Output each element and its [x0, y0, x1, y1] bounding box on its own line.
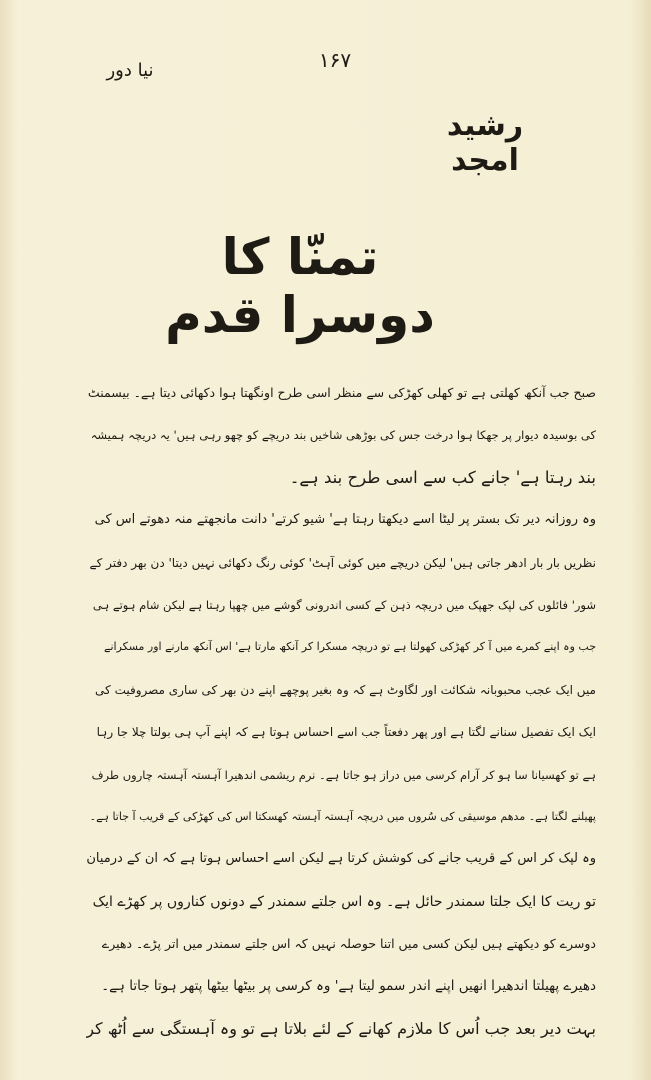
running-head: نیا دور — [106, 60, 154, 81]
text-line: ایک ایک تفصیل سنانے لگتا ہے اور پھر دفعتاً جب اسے احساس ہوتا ہے کہ اپنے آپ ہی بولتا چلا جا رہا — [96, 725, 596, 740]
text-line: کی بوسیدہ دیوار پر جھکا ہوا درخت جس کی بوڑھی شاخیں بند دریچے کو چھو رہی ہیں' یہ دریچہ ہمیشہ — [90, 428, 596, 443]
author-name: رشید امجد — [446, 108, 524, 178]
story-body — [86, 372, 596, 1050]
text-line: میں ایک عجب محبوبانہ شکائت اور لگاوٹ ہے کہ وہ بغیر پوچھے اپنے دن بھر کی ساری مصروفیت کی — [95, 682, 596, 697]
text-line: دوسرے کو دیکھتے ہیں لیکن کسی میں اتنا حوصلہ نہیں کہ اس جلتے سمندر میں اتر پڑے۔ دھیرے — [101, 936, 596, 952]
text-line: تو ریت کا ایک جلتا سمندر حائل ہے۔ وہ اس جلتے سمندر کے دونوں کناروں پر کھڑے ایک — [92, 893, 596, 910]
text-line: وہ روزانہ دیر تک بستر پر لیٹا اسے دیکھتا رہتا ہے' شیو کرتے' دانت مانجھتے منہ دھوتے اس کی — [94, 512, 596, 528]
text-line: ہے تو کھسیانا سا ہو کر آرام کرسی میں دراز ہو جاتا ہے۔ نرم ریشمی اندھیرا آہستہ آہستہ چاروں طرف — [91, 767, 596, 782]
text-line: بہت دیر بعد جب اُس کا ملازم کھانے کے لئے بلاتا ہے تو وہ آہستگی سے اُٹھ کر — [86, 1018, 596, 1038]
story-title: تمنّا کا دوسرا قدم — [165, 228, 435, 344]
text-line: پھیلنے لگتا ہے۔ مدھم موسیقی کی سُروں میں دریچہ آہستہ آہستہ کھسکتا اس کی کھڑکی کے قریب آ جاتا ہے۔ — [89, 809, 596, 823]
text-line: دھیرے پھیلتا اندھیرا انھیں اپنے اندر سمو لیتا ہے' وہ کرسی پر بیٹھا بیٹھا پتھر ہوتا جاتا ہے۔ — [101, 978, 596, 995]
text-line: بند رہتا ہے' جانے کب سے اسی طرح بند ہے۔ — [289, 467, 596, 487]
text-line: شور' فائلوں کی لپک جھپک میں دریچہ ذہن کے کسی اندرونی گوشے میں چھپا رہتا ہے لیکن شام ہوتے ہی — [92, 597, 596, 612]
text-line: جب وہ اپنے کمرے میں آ کر کھڑکی کھولتا ہے تو دریچہ مسکرا کر آنکھ مارتا ہے' اس آنکھ مارنے اور مسکرانے — [104, 640, 596, 654]
text-line: نظریں بار بار ادھر جاتی ہیں' لیکن دریچے میں کوئی آہٹ' کوئی رنگ دکھائی نہیں دیتا' دن بھر دفتر کے — [89, 555, 596, 570]
text-line: وہ لپک کر اس کے قریب جانے کی کوشش کرتا ہے لیکن اسے احساس ہوتا ہے کہ ان کے درمیان — [86, 851, 596, 867]
text-line: صبح جب آنکھ کھلتی ہے تو کھلی کھڑکی سے منظر اسی طرح اونگھتا ہوا دکھائی دیتا ہے۔ بیسمنٹ — [87, 385, 596, 400]
page-number: ۱۶۷ — [318, 48, 352, 72]
